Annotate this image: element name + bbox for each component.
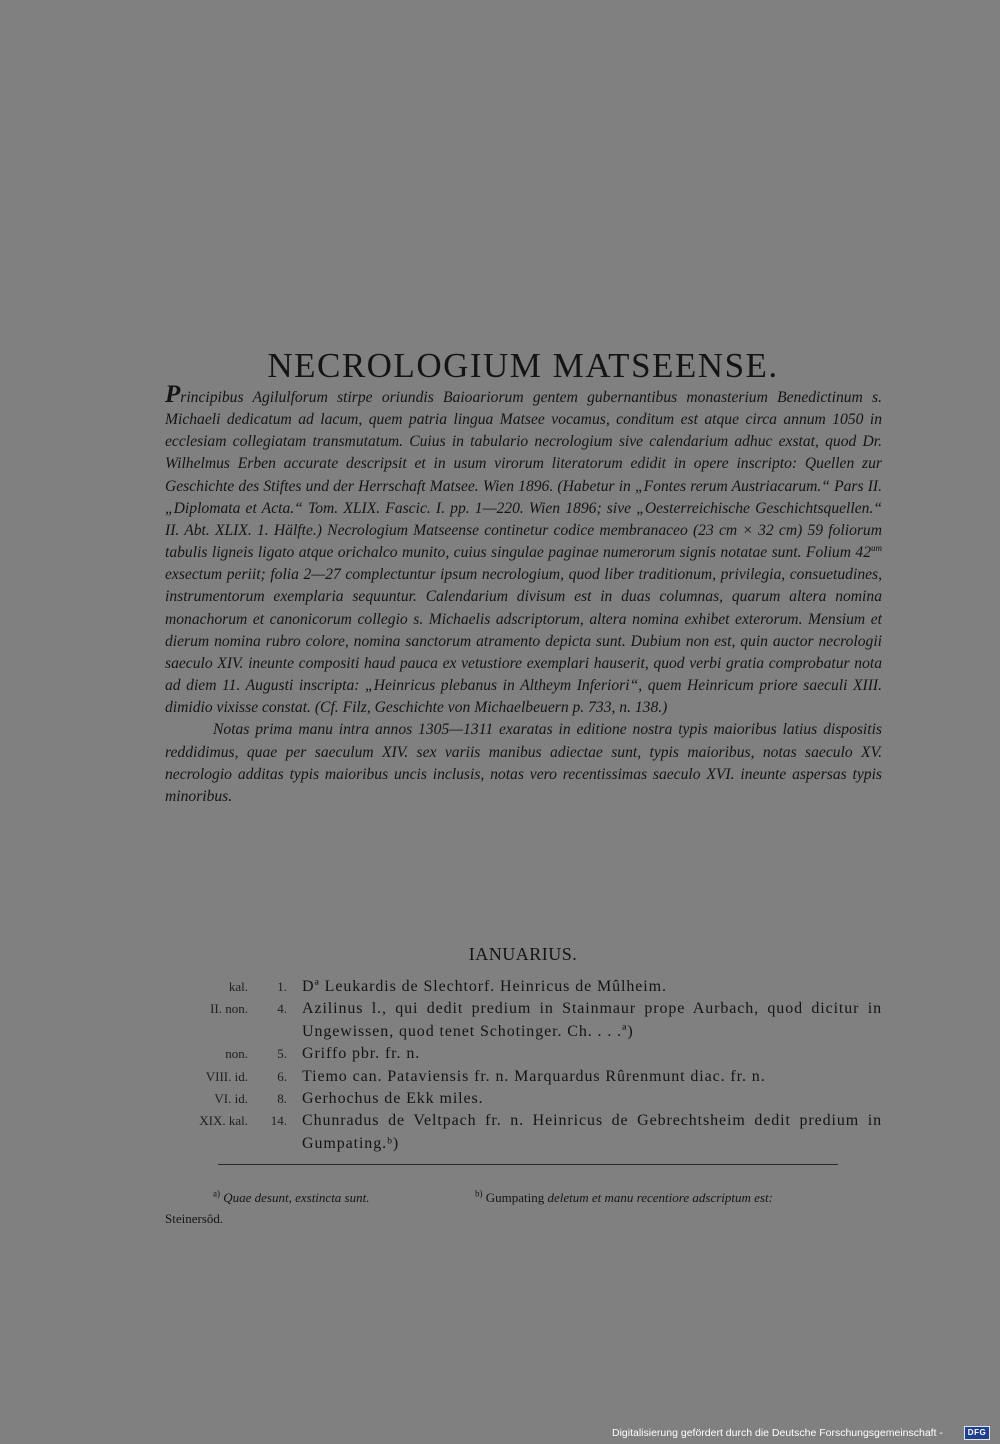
drop-cap: P <box>165 381 181 408</box>
footnote-b-word: Gumpating <box>485 1190 545 1205</box>
footnote-a <box>213 1187 369 1208</box>
entry-date: kal. <box>228 979 248 994</box>
entry-date: VI. id. <box>214 1090 248 1106</box>
footnote-b-mark: b) <box>475 1188 483 1199</box>
month-heading: IANUARIUS. <box>468 944 578 964</box>
entry-day: 5. <box>277 1046 287 1062</box>
footnote-b-text: deletum et manu recentiore adscriptum est: <box>547 1190 773 1205</box>
footnote-b <box>475 1187 773 1208</box>
necrology-entries <box>0 976 1000 1155</box>
entry-text: Tiemo can. Pataviensis fr. n. Marquardus Rûrenmunt diac. fr. n. <box>302 1067 766 1085</box>
entry-day: 14. <box>270 1113 287 1129</box>
footnote-b-continuation: Steinersôd. <box>165 1211 224 1226</box>
footnote-divider <box>218 1164 838 1165</box>
footnote-a-text: Quae desunt, exstincta sunt. <box>223 1190 370 1205</box>
entry-row <box>0 1110 1000 1155</box>
intro-text-1: rincipibus Agilulforum stirpe oriundis Baioariorum gentem gubernantibus monasterium Benedictinum s. Michaeli dedicatum ad lacum, quem patria lingua Matsee vocamus, conditum est atque circa annum 1050 in ecclesiam collegiatam transmutatum. Cuius in tabulario necrologium sive calendarium adhuc exstat, quod Dr. Wilhelmus Erben accurate descripsit et in usum virorum literatorum edidit in opere inscripto: Quellen zur Geschichte des Stiftes und der Herrschaft Matsee. Wien 1896. (Habetur in „Fontes rerum Austriacarum.“ Pars II. „Diplomata et Acta.“ Tom. XLIX. Fascic. I. pp. 1—220. Wien 1896; sive „Oesterreichische Geschichtsquellen.“ II. Abt. XLIX. 1. Hälfte.) Necrologium Matseense continetur codice membranaceo (23 cm × 32 cm) 59 foliorum tabulis ligneis ligato atque orichalco munito, cuius singulae paginae numerorum signis notatae sunt. Folium 42 <box>165 389 882 562</box>
entry-date: VIII. id. <box>205 1068 248 1084</box>
entry-text: Chunradus de Veltpach fr. n. Heinricus de Gebrechtsheim dedit predium in Gumpating.ᵇ) <box>302 1112 882 1152</box>
entry-date: II. non. <box>210 1001 248 1017</box>
entry-row <box>0 998 1000 1043</box>
entry-text: Azilinus l., qui dedit predium in Stainmaur prope Aurbach, quod dicitur in Ungewissen, quod tenet Schotinger. Ch. . . .ª) <box>302 1000 882 1040</box>
entry-date: XIX. kal. <box>199 1113 248 1129</box>
entry-day: 1. <box>277 979 287 994</box>
footnote-a-mark: a) <box>213 1188 220 1199</box>
entry-day: 8. <box>277 1090 287 1106</box>
entry-day: 6. <box>277 1068 287 1084</box>
entry-row <box>0 1066 1000 1088</box>
intro-paragraph-2: Notas prima manu intra annos 1305—1311 exaratas in editione nostra typis maioribus latius dispositis reddidimus, quae per saeculum XIV. sex variis manibus adiectae sunt, typis maioribus, notas saeculo XV. necrologio additas typis maioribus uncis inclusis, notas vero recentissimas saeculo XVI. ineunte aspersas typis minoribus. <box>165 721 882 805</box>
page-title: NECROLOGIUM MATSEENSE. <box>267 346 779 386</box>
entry-text: Griffo pbr. fr. n. <box>302 1045 421 1063</box>
intro-paragraph-1 <box>165 381 882 719</box>
intro-text-1-rest: exsectum periit; folia 2—27 complectuntur ipsum necrologium, quod liber traditionum, privilegia, consuetudines, instrumentorum exemplaria sequuntur. Calendarium divisum est in duas columnas, quarum altera nomina monachorum et canonicorum collegio s. Michaelis adscriptorum, altera nomina exhibet exterorum. Mensium et dierum nomina rubro colore, nomina sanctorum atramento depicta sunt. Dubium non est, quin auctor necrologii saeculo XIV. ineunte compositi haud pauca ex vetustiore exemplari hauserit, quod verbi gratia comprobatur nota ad diem 11. Augusti inscripta: „Heinricus plebanus in Altheym Inferiori“, quem Heinricum priore saeculi XIII. dimidio vixisse constat. (Cf. Filz, Geschichte von Michaelbeuern p. 733, n. 138.) <box>165 566 882 717</box>
funding-notice: Digitalisierung gefördert durch die Deutsche Forschungsgemeinschaft - <box>612 1427 943 1439</box>
dfg-logo-icon: DFG <box>964 1426 990 1440</box>
entry-row <box>0 1088 1000 1110</box>
entry-text: Gerhochus de Ekk miles. <box>302 1089 484 1107</box>
entry-day: 4. <box>277 1001 287 1017</box>
entry-row <box>0 976 1000 998</box>
entry-text: Dª Leukardis de Slechtorf. Heinricus de Mûlheim. <box>302 978 667 995</box>
introduction <box>165 381 882 808</box>
entry-row <box>0 1043 1000 1065</box>
superscript: um <box>871 542 882 553</box>
entry-date: non. <box>225 1046 248 1062</box>
